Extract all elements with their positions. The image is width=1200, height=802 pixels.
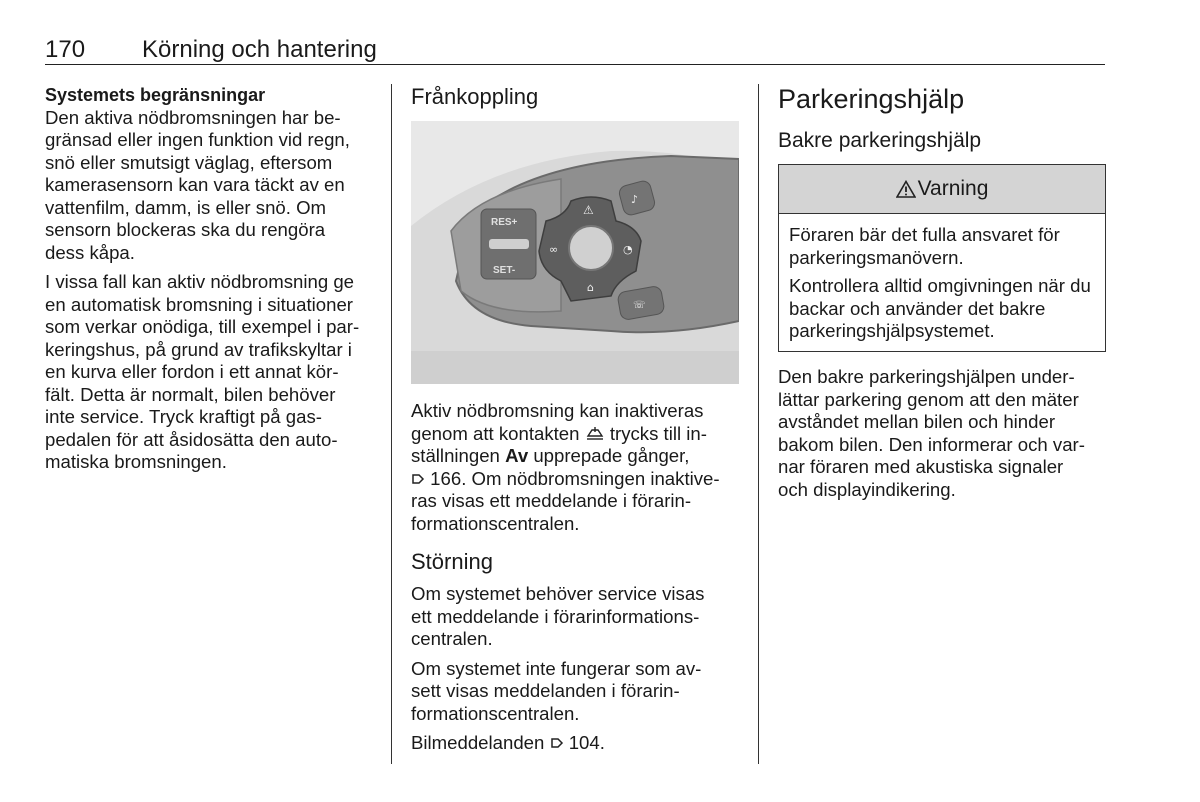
- paragraph-rear-parking-assist: Den bakre parkeringshjälpen under- lättar parkering genom att den mäter avståndet mellan bilen och hinder bakom bilen. Den informerar och var- nar föraren med akustiska signaler och displayindikering.: [778, 366, 1085, 500]
- right-column-top: [778, 84, 1108, 154]
- heading-fault: Störning: [411, 549, 493, 574]
- warning-header: [779, 165, 1105, 214]
- column-divider-right: [758, 84, 759, 764]
- setting-off-label: Av: [505, 445, 529, 466]
- chapter-title: Körning och hantering: [142, 36, 377, 63]
- svg-text:⚠: ⚠: [583, 203, 594, 217]
- paragraph-fault-1: Om systemet behöver service visas ett meddelande i förarinformations- centralen.: [411, 583, 705, 649]
- svg-text:∞: ∞: [549, 243, 559, 256]
- page-reference-arrow-icon: [550, 736, 564, 750]
- svg-text:♪: ♪: [631, 193, 639, 206]
- steering-wheel-figure: [411, 121, 739, 384]
- heading-parking-assist: Parkeringshjälp: [778, 84, 965, 114]
- warning-paragraph-2: Kontrollera alltid omgivningen när du backar och använder det bakre parkeringshjälpsystemet.: [789, 275, 1091, 341]
- page-header: [45, 34, 1105, 65]
- warning-triangle-icon: [896, 180, 916, 198]
- page-number: 170: [45, 36, 86, 63]
- paragraph-fault-2: Om systemet inte fungerar som av- sett visas meddelanden i förarin- formationscentralen.: [411, 657, 702, 724]
- paragraph-disconnect: Aktiv nödbromsning kan inaktiveras genom att kontakten trycks till in- ställningen Av upprepade gånger, 166. Om nödbromsningen inaktive- ras visas ett meddelande i förarin- formationscentralen.: [411, 400, 746, 535]
- warning-box: [778, 164, 1106, 352]
- page-reference-166[interactable]: 166. Om nödbromsningen inaktive-: [411, 468, 746, 491]
- heading-rear-parking-assist: Bakre parkeringshjälp: [778, 129, 982, 152]
- page-reference-arrow-icon: [411, 472, 425, 486]
- emergency-brake-switch-icon: [585, 426, 605, 442]
- set-minus-label: SET-: [493, 265, 516, 276]
- paragraph-limitations-1: Den aktiva nödbromsningen har be- gränsad eller ingen funktion vid regn, snö eller smutsigt väglag, eftersom kamerasensorn kan vara täckt av en vattenfilm, damm, is eller snö. Om sensorn blockeras ska du rengöra dess kåpa.: [45, 106, 350, 263]
- res-plus-label: RES+: [491, 217, 518, 228]
- warning-title: Varning: [917, 177, 989, 200]
- subheading-limitations: Systemets begränsningar: [45, 85, 266, 105]
- paragraph-limitations-2: I vissa fall kan aktiv nödbromsning ge en automatisk bromsning i situationer som verkar onödiga, till exempel i par- keringshus, på grund av trafikskyltar i en kurva eller fordon i ett annat kör- fält. Detta är normalt, bilen behöver inte service. Tryck kraftigt på gas- pedalen för att åsidosätta den auto- matiska bromsningen.: [45, 271, 360, 472]
- svg-text:☏: ☏: [633, 300, 646, 311]
- left-column: [45, 84, 380, 481]
- steering-wheel-illustration: [411, 121, 739, 384]
- middle-column-body: [411, 400, 746, 762]
- warning-paragraph-1: Föraren bär det fulla ansvaret för parkeringsmanövern.: [789, 224, 1060, 268]
- heading-disconnect: Frånkoppling: [411, 84, 539, 109]
- vehicle-messages-reference[interactable]: Bilmeddelanden 104.: [411, 732, 605, 753]
- column-divider-left: [391, 84, 392, 764]
- middle-column-top: [411, 84, 746, 110]
- svg-text:◔: ◔: [623, 243, 633, 256]
- warning-body: [779, 214, 1105, 343]
- svg-text:⌂: ⌂: [587, 281, 594, 294]
- right-column-body: [778, 366, 1108, 508]
